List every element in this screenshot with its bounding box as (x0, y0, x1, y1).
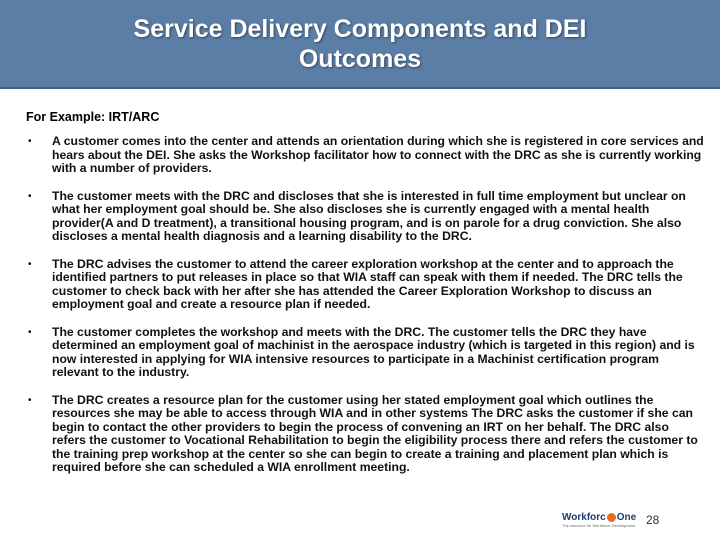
bullet-text: The customer meets with the DRC and discloses that she is interested in full time employment but unclear on what her employment goal should be. She also discloses she is currently engaged with a mental health provider(A and D treatment), a transitional housing program, and is on parole for a drug conviction. She also discloses a mental health diagnosis and a learning disability to the DRC. (52, 188, 686, 243)
bullet-text: The customer completes the workshop and meets with the DRC. The customer tells the DRC they have determined an employment goal of machinist in the aerospace industry (which is targeted in this region) and is now interested in applying for WIA intensive resources to participate in a Machinist certification program relevant to the industry. (52, 324, 695, 379)
bullet-text: A customer comes into the center and attends an orientation during which she is registered in core services and hears about the DEI. She asks the Workshop facilitator how to connect with the DRC as she is currently working with a number of providers. (52, 134, 704, 175)
title-bar (0, 0, 720, 87)
logo-circle-icon (607, 513, 616, 522)
slide-subtitle: For Example: IRT/ARC (26, 110, 160, 124)
title-divider (0, 87, 720, 89)
logo-text-part1: Workforc (562, 512, 606, 523)
logo-text-part2: One (616, 512, 637, 523)
list-item (26, 258, 706, 312)
bullet-text: The DRC advises the customer to attend the career exploration workshop at the center and to approach the identified partners to put releases in place so that WIA staff can speak with them if needed. The DRC tells the customer to check back with her after she has attended the Career Exploration Workshop to discuss an employment goal and create a resource plan if needed. (52, 256, 683, 311)
bullet-marker: • (28, 258, 32, 270)
page-number: 28 (646, 513, 660, 527)
bullet-marker: • (28, 394, 32, 406)
list-item (26, 394, 706, 475)
list-item (26, 190, 706, 244)
logo-wordmark (562, 512, 642, 523)
list-item (26, 135, 706, 176)
workforce-one-logo (562, 512, 642, 534)
list-item (26, 326, 706, 380)
slide-title: Service Delivery Components and DEI Outcomes (133, 14, 587, 73)
bullet-text: The DRC creates a resource plan for the customer using her stated employment goal which outlines the resources she may be able to access through WIA and in other systems The DRC asks the customer if she can begin to contact the other providers to begin the process of convening an IRT on her behalf. The DRC also refers the customer to Vocational Rehabilitation to begin the eligibility process there and refers the customer to the training prep workshop at the center so she can begin to create a training and placement plan which is required before she can scheduled a WIA enrollment meeting. (52, 392, 698, 474)
bullet-marker: • (28, 326, 32, 338)
bullet-list (26, 135, 706, 489)
bullet-marker: • (28, 190, 32, 202)
bullet-marker: • (28, 136, 32, 147)
logo-tagline: The resource for Workforce Development (562, 523, 636, 528)
